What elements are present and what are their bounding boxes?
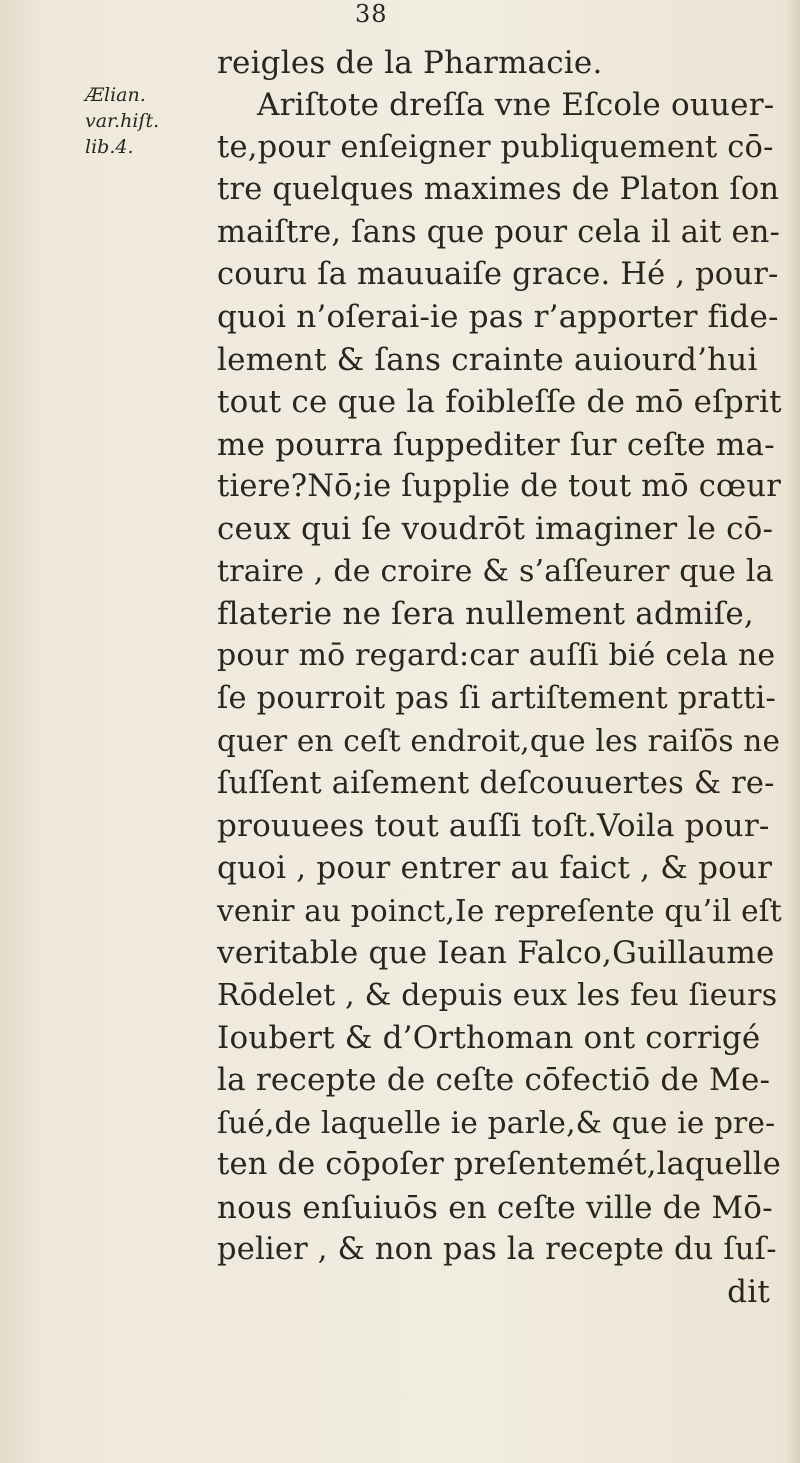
text-line: Ariſtote dreſſa vne Eſcole ouuer- bbox=[257, 87, 775, 124]
text-line: reigles de la Pharmacie. bbox=[217, 45, 603, 81]
text-line: tout ce que la foibleſſe de mō eſprit bbox=[217, 384, 782, 421]
text-line: veritable que Iean Falco,Guillaume bbox=[217, 935, 775, 972]
text-line: pour mō regard:car auſſi bié cela ne bbox=[217, 638, 776, 674]
text-line: lement & ſans crainte auiourd’hui bbox=[217, 341, 758, 378]
text-line: quoi , pour entrer au faict , & pour bbox=[217, 850, 773, 887]
text-line: flaterie ne ſera nullement admiſe, bbox=[217, 596, 754, 633]
text-line: te,pour enſeigner publiquement cō- bbox=[217, 129, 774, 165]
page-edge-shadow bbox=[786, 0, 800, 1463]
text-line: tre quelques maximes de Platon ſon bbox=[217, 172, 780, 208]
text-line: ten de cōpoſer preſentemét,laquelle bbox=[217, 1147, 781, 1183]
text-line: ſué,de laquelle ie parle,& que ie pre- bbox=[217, 1105, 776, 1140]
text-line: la recepte de ceſte cōfectiō de Me- bbox=[217, 1062, 771, 1099]
text-line: Ioubert & d’Orthoman ont corrigé bbox=[217, 1019, 761, 1056]
text-line: me pourra ſuppediter ſur ceſte ma- bbox=[217, 426, 775, 463]
catchword: dit bbox=[727, 1274, 770, 1311]
text-line: ſuſſent aiſement deſcouuertes & re- bbox=[217, 765, 775, 801]
text-line: traire , de croire & s’aſſeurer que la bbox=[217, 553, 774, 589]
text-line: ſe pourroit pas ſi artiſtement pratti- bbox=[217, 680, 776, 716]
text-line: pelier , & non pas la recepte du ſuſ- bbox=[217, 1231, 777, 1267]
text-line: prouuees tout auſſi toſt.Voila pour- bbox=[217, 808, 770, 845]
body-text bbox=[217, 42, 782, 1314]
text-line: maiſtre, ſans que pour cela il ait en- bbox=[217, 214, 781, 250]
margin-note-line: var.hiſt. bbox=[85, 110, 160, 132]
text-line: Rōdelet , & depuis eux les feu ſieurs bbox=[217, 977, 778, 1013]
text-line: tiere?Nō;ie ſupplie de tout mō cœur bbox=[217, 468, 782, 504]
margin-note-line: Ælian. bbox=[85, 84, 146, 106]
margin-note-line: lib.4. bbox=[85, 136, 134, 158]
page-number: 38 bbox=[355, 0, 388, 28]
text-line: quoi n’oſerai-ie pas r’apporter fide- bbox=[217, 299, 779, 336]
text-line: venir au poinct,Ie repreſente qu’il eſt bbox=[217, 893, 782, 928]
margin-note bbox=[85, 82, 159, 160]
text-line: nous enſuiuōs en ceſte ville de Mō- bbox=[217, 1189, 773, 1226]
text-line: couru ſa mauuaiſe grace. Hé , pour- bbox=[217, 256, 779, 292]
text-line: quer en ceſt endroit,que les raiſōs ne bbox=[217, 724, 781, 759]
text-line: ceux qui ſe voudrōt imaginer le cō- bbox=[217, 511, 774, 548]
